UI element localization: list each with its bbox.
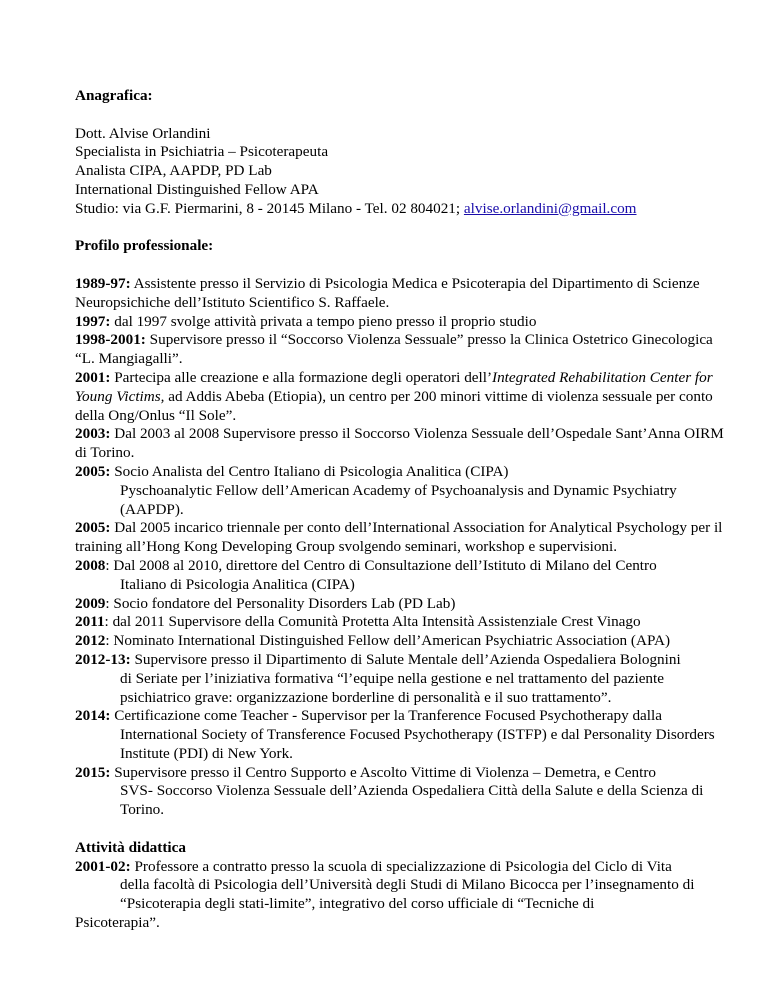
entry-text: Assistente presso il Servizio di Psicologia Medica e Psicoterapia del Dipartimento di Scienze Neuropsichiche dell’Istituto Scientifico S. Raffaele. — [75, 274, 700, 311]
email-link[interactable]: alvise.orlandini@gmail.com — [463, 199, 637, 217]
profile-entry — [75, 369, 725, 425]
entry-text: : Nominato International Distinguished Fellow dell’American Psychiatric Association (APA) — [105, 632, 671, 650]
entry-year: 2001: — [75, 368, 111, 386]
entry-text: : dal 2011 Supervisore della Comunità Protetta Alta Intensità Assistenziale Crest Vinago — [104, 613, 641, 631]
specialty-line: Specialista in Psichiatria – Psicoterapeuta — [75, 143, 329, 161]
entry-year: 2011 — [75, 613, 105, 631]
entry-year: 2012-13: — [75, 650, 131, 668]
entry-continuation: Pyschoanalytic Fellow dell’American Academy of Psychoanalysis and Dynamic Psychiatry (AAPDP). — [120, 481, 677, 518]
entry-text: Supervisore presso il Dipartimento di Salute Mentale dell’Azienda Ospedaliera Bolognini — [130, 650, 681, 668]
entry-text: : Socio fondatore del Personality Disorders Lab (PD Lab) — [105, 594, 456, 612]
entry-text: Certificazione come Teacher - Supervisor per la Tranference Focused Psychotherapy dalla — [110, 707, 662, 725]
profile-entry — [75, 425, 725, 463]
entry-text: Dal 2005 incarico triennale per conto dell’International Association for Analytical Psychology per il training all’Hong Kong Developing Group svolgendo seminari, workshop e supervisioni. — [75, 519, 723, 556]
fellowship-line: International Distinguished Fellow APA — [75, 180, 319, 198]
entry-year: 1997: — [75, 312, 111, 330]
entry-year: 2014: — [75, 707, 111, 725]
entry-text: dal 1997 svolge attività privata a tempo pieno presso il proprio studio — [110, 312, 537, 330]
entry-text: Partecipa alle creazione e alla formazione degli operatori dell’ — [110, 368, 493, 386]
entry-year: 1998-2001: — [75, 331, 146, 349]
studio-contact — [75, 200, 725, 219]
studio-address: Studio: via G.F. Piermarini, 8 - 20145 Milano - Tel. 02 804021; — [75, 199, 461, 217]
entry-text: Dal 2003 al 2008 Supervisore presso il Soccorso Violenza Sessuale dell’Ospedale Sant’Anna OIRM di Torino. — [75, 425, 724, 462]
affiliation-line: Analista CIPA, AAPDP, PD Lab — [75, 162, 272, 180]
entry-text: : Dal 2008 al 2010, direttore del Centro di Consultazione dell’Istituto di Milano del Centro — [105, 556, 657, 574]
profile-entry — [75, 519, 725, 557]
entry-continuation: Italiano di Psicologia Analitica (CIPA) — [120, 575, 355, 593]
profile-entry — [75, 313, 725, 332]
section-heading-profilo: Profilo professionale: — [75, 237, 214, 255]
profile-entry — [75, 613, 725, 632]
profile-entry — [75, 632, 725, 651]
document-page — [75, 87, 725, 933]
profile-entry — [75, 275, 725, 313]
teaching-entry — [75, 858, 725, 933]
entry-year: 1989-97: — [75, 274, 131, 292]
profile-entry — [75, 463, 725, 519]
profile-entry — [75, 331, 725, 369]
profile-entry — [75, 651, 725, 707]
entry-continuation: della facoltà di Psicologia dell’Università degli Studi di Milano Bicocca per l’insegnamento di “Psicoterapia degli stati-limite”, integrativo del corso ufficiale di “Tecniche di — [120, 876, 695, 913]
section-heading-didattica: Attività didattica — [75, 838, 186, 856]
entry-text: Supervisore presso il Centro Supporto e Ascolto Vittime di Violenza – Demetra, e Centro — [110, 763, 656, 781]
entry-year: 2008 — [75, 556, 106, 574]
entry-continuation: International Society of Transference Focused Psychotherapy (ISTFP) e dal Personality Disorders Institute (PDI) di New York. — [120, 726, 715, 762]
profile-entry — [75, 557, 725, 595]
entry-text: Professore a contratto presso la scuola di specializzazione di Psicologia del Ciclo di Vita — [130, 857, 672, 875]
profile-entry — [75, 595, 725, 614]
entry-text: ad Addis Abeba (Etiopia), un centro per 200 minori vittime di violenza sessuale per conto della Ong/Onlus “Il Sole”. — [75, 387, 713, 424]
profile-entry — [75, 707, 725, 763]
entry-continuation: SVS- Soccorso Violenza Sessuale dell’Azienda Ospedaliera Città della Salute e della Scienza di Torino. — [120, 782, 704, 819]
doctor-name: Dott. Alvise Orlandini — [75, 124, 211, 142]
entry-year: 2001-02: — [75, 857, 131, 875]
profile-entry — [75, 764, 725, 820]
entry-year: 2003: — [75, 425, 111, 443]
entry-year: 2005: — [75, 519, 111, 537]
entry-continuation: di Seriate per l’iniziativa formativa “l’equipe nella gestione e nel trattamento del paziente psichiatrico grave: organizzazione borderline di personalità e il suo trattamento”. — [120, 669, 664, 706]
entry-tail: Psicoterapia”. — [75, 914, 160, 932]
entry-text: Socio Analista del Centro Italiano di Psicologia Analitica (CIPA) — [110, 462, 509, 480]
entry-year: 2009 — [75, 594, 106, 612]
entry-text: Supervisore presso il “Soccorso Violenza Sessuale” presso la Clinica Ostetrico Ginecologica “L. Mangiagalli”. — [75, 331, 713, 368]
entry-year: 2012 — [75, 632, 106, 650]
section-heading-anagrafica: Anagrafica: — [75, 87, 153, 104]
entry-italic-text: Integrated Rehabilitation Center for Young Victims, — [75, 368, 713, 405]
entry-year: 2005: — [75, 462, 111, 480]
entry-year: 2015: — [75, 763, 111, 781]
